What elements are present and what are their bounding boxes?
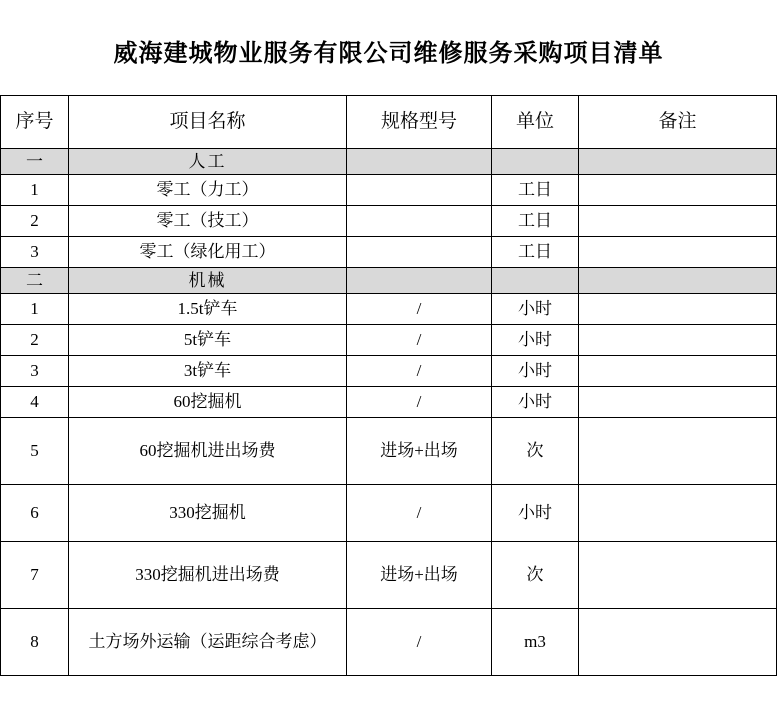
cell-remark: [579, 356, 777, 387]
column-header-unit: 单位: [492, 96, 579, 149]
cell-spec: [347, 175, 492, 206]
procurement-list-table: [0, 95, 777, 676]
cell-remark: [579, 206, 777, 237]
cell-unit: [492, 268, 579, 294]
cell-no: 5: [1, 418, 69, 485]
table-row: [1, 485, 777, 542]
table-body: [1, 96, 777, 676]
table-row: [1, 206, 777, 237]
cell-unit: 工日: [492, 237, 579, 268]
cell-name: 330挖掘机进出场费: [69, 542, 347, 609]
cell-no: 3: [1, 356, 69, 387]
cell-name: 1.5t铲车: [69, 294, 347, 325]
page-title: 威海建城物业服务有限公司维修服务采购项目清单: [113, 41, 664, 67]
cell-remark: [579, 387, 777, 418]
column-header-remark: 备注: [579, 96, 777, 149]
cell-remark: [579, 175, 777, 206]
cell-spec: /: [347, 325, 492, 356]
cell-no: 二: [1, 268, 69, 294]
cell-no: 一: [1, 149, 69, 175]
table-row: [1, 175, 777, 206]
cell-unit: 小时: [492, 325, 579, 356]
cell-unit: [492, 149, 579, 175]
cell-name: 60挖掘机: [69, 387, 347, 418]
cell-name: 3t铲车: [69, 356, 347, 387]
cell-remark: [579, 609, 777, 676]
cell-no: 2: [1, 206, 69, 237]
cell-name: 330挖掘机: [69, 485, 347, 542]
table-header-row: [1, 96, 777, 149]
cell-remark: [579, 418, 777, 485]
table-row: [1, 237, 777, 268]
cell-name: 零工（绿化用工）: [69, 237, 347, 268]
cell-no: 1: [1, 175, 69, 206]
cell-spec: /: [347, 485, 492, 542]
cell-unit: 小时: [492, 387, 579, 418]
cell-no: 2: [1, 325, 69, 356]
cell-name: 土方场外运输（运距综合考虑）: [69, 609, 347, 676]
table-row: [1, 542, 777, 609]
table-row: [1, 418, 777, 485]
cell-name: 5t铲车: [69, 325, 347, 356]
cell-unit: 小时: [492, 356, 579, 387]
cell-unit: 次: [492, 542, 579, 609]
cell-remark: [579, 485, 777, 542]
cell-remark: [579, 149, 777, 175]
cell-spec: 进场+出场: [347, 418, 492, 485]
table-row: [1, 387, 777, 418]
cell-spec: /: [347, 609, 492, 676]
cell-unit: 次: [492, 418, 579, 485]
column-header-spec: 规格型号: [347, 96, 492, 149]
cell-no: 4: [1, 387, 69, 418]
table-row: [1, 268, 777, 294]
table-row: [1, 356, 777, 387]
cell-spec: [347, 149, 492, 175]
cell-no: 7: [1, 542, 69, 609]
cell-name: 人工: [69, 149, 347, 175]
cell-unit: 工日: [492, 175, 579, 206]
cell-spec: /: [347, 356, 492, 387]
cell-remark: [579, 325, 777, 356]
table-row: [1, 149, 777, 175]
cell-no: 1: [1, 294, 69, 325]
cell-name: 机械: [69, 268, 347, 294]
cell-unit: 小时: [492, 294, 579, 325]
column-header-name: 项目名称: [69, 96, 347, 149]
table-row: [1, 294, 777, 325]
cell-remark: [579, 542, 777, 609]
cell-no: 3: [1, 237, 69, 268]
cell-remark: [579, 268, 777, 294]
cell-unit: 工日: [492, 206, 579, 237]
cell-no: 6: [1, 485, 69, 542]
cell-remark: [579, 294, 777, 325]
cell-unit: m3: [492, 609, 579, 676]
table-row: [1, 609, 777, 676]
cell-name: 零工（技工）: [69, 206, 347, 237]
cell-spec: /: [347, 387, 492, 418]
cell-name: 零工（力工）: [69, 175, 347, 206]
cell-name: 60挖掘机进出场费: [69, 418, 347, 485]
cell-spec: [347, 206, 492, 237]
cell-remark: [579, 237, 777, 268]
cell-spec: [347, 268, 492, 294]
cell-spec: 进场+出场: [347, 542, 492, 609]
cell-spec: /: [347, 294, 492, 325]
table-row: [1, 325, 777, 356]
cell-spec: [347, 237, 492, 268]
cell-no: 8: [1, 609, 69, 676]
cell-unit: 小时: [492, 485, 579, 542]
column-header-no: 序号: [1, 96, 69, 149]
